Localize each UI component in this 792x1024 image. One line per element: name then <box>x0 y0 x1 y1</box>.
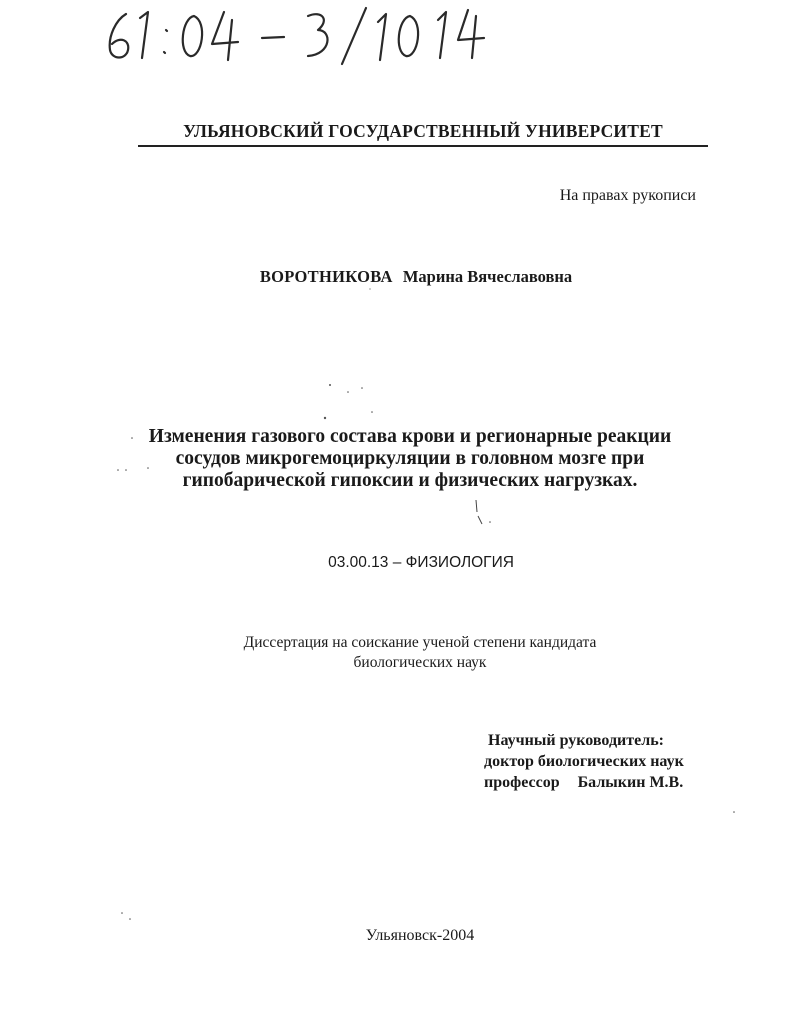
university-name: УЛЬЯНОВСКИЙ ГОСУДАРСТВЕННЫЙ УНИВЕРСИТЕТ <box>138 121 708 147</box>
handwritten-archive-number <box>96 0 516 72</box>
supervisor-rank: профессор <box>484 774 560 791</box>
degree-line: биологических наук <box>353 654 487 671</box>
title-line: Изменения газового состава крови и регионарные реакции <box>148 426 672 447</box>
rights-note: На правах рукописи <box>559 187 696 204</box>
city-year: Ульяновск-2004 <box>365 927 475 944</box>
dissertation-title <box>100 426 720 492</box>
supervisor-degree: доктор биологических наук <box>484 753 684 770</box>
author-surname: ВОРОТНИКОВА <box>259 267 393 286</box>
supervisor-heading: Научный руководитель: <box>488 732 664 749</box>
author-given-names: Марина Вячеславовна <box>402 267 573 286</box>
handwritten-number-drawing <box>96 0 516 72</box>
dissertation-degree-statement <box>180 633 660 673</box>
supervisor-name: Балыкин М.В. <box>577 774 684 791</box>
author-name <box>0 267 792 287</box>
supervisor-rank-name <box>484 772 744 793</box>
specialty-code: 03.00.13 – ФИЗИОЛОГИЯ <box>328 554 514 571</box>
degree-line: Диссертация на соискание ученой степени кандидата <box>243 634 597 651</box>
title-line: гипобарической гипоксии и физических нагрузках. <box>182 470 638 491</box>
supervisor-block <box>484 730 744 793</box>
title-line: сосудов микрогемоциркуляции в головном мозге при <box>175 448 645 469</box>
